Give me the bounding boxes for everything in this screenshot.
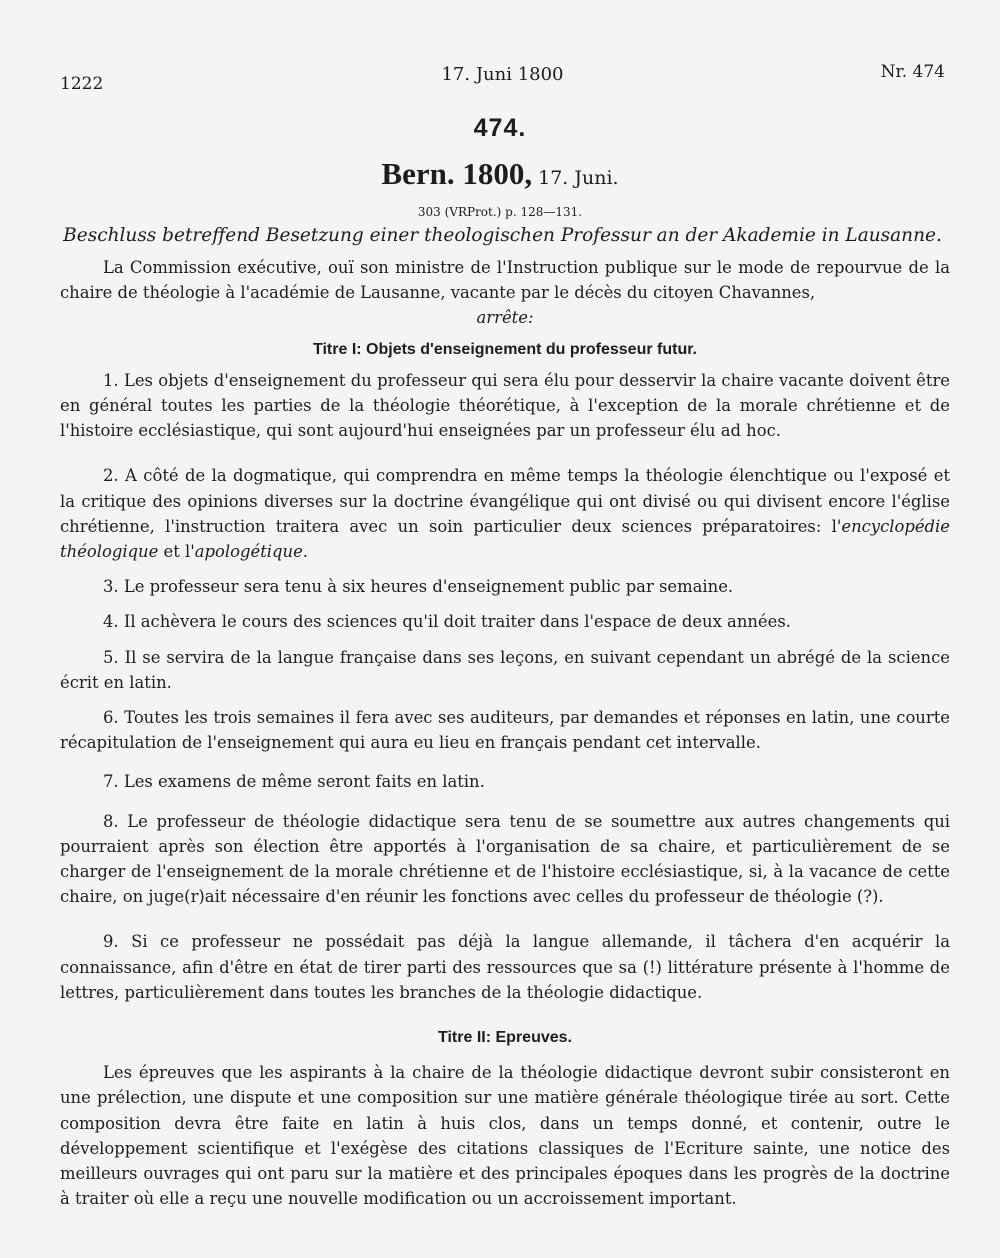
article-2-italic-1: encyclopédie théologique — [60, 516, 950, 562]
titre-2-heading: Titre II: Epreuves. — [438, 1029, 572, 1047]
article-9: 9. Si ce professeur ne possédait pas déjà la langue allemande, il tâchera d'en acquérir la connaissance, afin d'être en état de tirer parti des ressources que sa (!) littérature présente à l'homme de lettres, particulièrement dans toutes les branches de la théologie didactique. — [60, 932, 950, 1002]
article-7: 7. Les examens de même seront faits en latin. — [103, 772, 485, 792]
article-5: 5. Il se servira de la langue française dans ses leçons, en suivant cependant un abrégé de la science écrit en latin. — [60, 647, 950, 692]
article-2-text: 2. A côté de la dogmatique, qui comprendra en même temps la théologie élenchtique ou l'exposé et la critique des opinions diverses sur la doctrine évangélique qui ont divisé ou qui divisent encore l'église chrétienne, l'instruction traitera avec un soin particulier deux sciences préparatoires: l' — [60, 466, 950, 536]
article-1: 1. Les objets d'enseignement du professeur qui sera élu pour desservir la chaire vacante doivent être en général toutes les parties de la théologie théorétique, à l'exception de la morale chrétienne et de l'histoire ecclésiastique, qui sont aujourd'hui enseignées par un professeur élu ad hoc. — [60, 370, 950, 441]
day: 17. Juni. — [538, 167, 619, 189]
running-header — [60, 62, 945, 94]
article-6: 6. Toutes les trois semaines il fera avec ses auditeurs, par demandes et réponses en latin, une courte récapitulation de l'enseignement qui aura eu lieu en français pendant cet intervalle. — [60, 708, 950, 753]
article-2-italic-2: apologétique — [194, 542, 303, 562]
article-2-mid: et l' — [158, 542, 195, 562]
article-3: 3. Le professeur sera tenu à six heures d'enseignement public par semaine. — [103, 577, 734, 597]
document-number: 474. — [473, 114, 527, 142]
source-reference: 303 (VRProt.) p. 128—131. — [417, 205, 583, 219]
place-year: Bern. 1800, — [381, 156, 533, 191]
preamble: La Commission exécutive, ouï son ministre de l'Instruction publique sur le mode de repourvue de la chaire de théologie à l'académie de Lausanne, vacante par le décès du citoyen Chavannes, — [60, 258, 950, 303]
place-date-line — [0, 156, 1000, 192]
article-2 — [60, 463, 950, 564]
decree-word: arrête: — [476, 308, 534, 328]
article-4: 4. Il achèvera le cours des sciences qu'il doit traiter dans l'espace de deux années. — [103, 612, 791, 632]
article-8: 8. Le professeur de théologie didactique sera tenu de se soumettre aux autres changements qui pourraient après son élection être apportés à l'organisation de sa chaire, et particulièrement de se charger de l'enseignement de la morale chrétienne et de l'histoire ecclésiastique, si, à la vacance de cette chaire, on juge(r)ait nécessaire d'en réunir les fonctions avec celles du professeur de théologie (?). — [60, 811, 950, 907]
titre-1-heading: Titre I: Objets d'enseignement du professeur futur. — [312, 340, 697, 358]
header-date: 17. Juni 1800 — [441, 64, 564, 85]
document-title: Beschluss betreffend Besetzung einer theologischen Professur an der Akademie in Lausanne. — [63, 225, 942, 246]
document-number-header: Nr. 474 — [880, 62, 945, 82]
document-body — [60, 255, 950, 1212]
epreuves-paragraph: Les épreuves que les aspirants à la chaire de la théologie didactique devront subir consisteront en une prélection, une dispute et une composition sur une matière générale théologique tirée au sort. Cette composition devra être faite en latin à huis clos, dans un temps donné, et contenir, outre le développement scientifique et l'exégèse des citations classiques de l'Ecriture sainte, une notice des meilleurs ouvrages qui ont paru sur la matière et des principales époques dans les progrès de la doctrine à traiter où elle a reçu une nouvelle modification ou un accroissement important. — [60, 1063, 950, 1209]
page-number: 1222 — [60, 74, 104, 94]
article-2-end: . — [302, 542, 309, 562]
